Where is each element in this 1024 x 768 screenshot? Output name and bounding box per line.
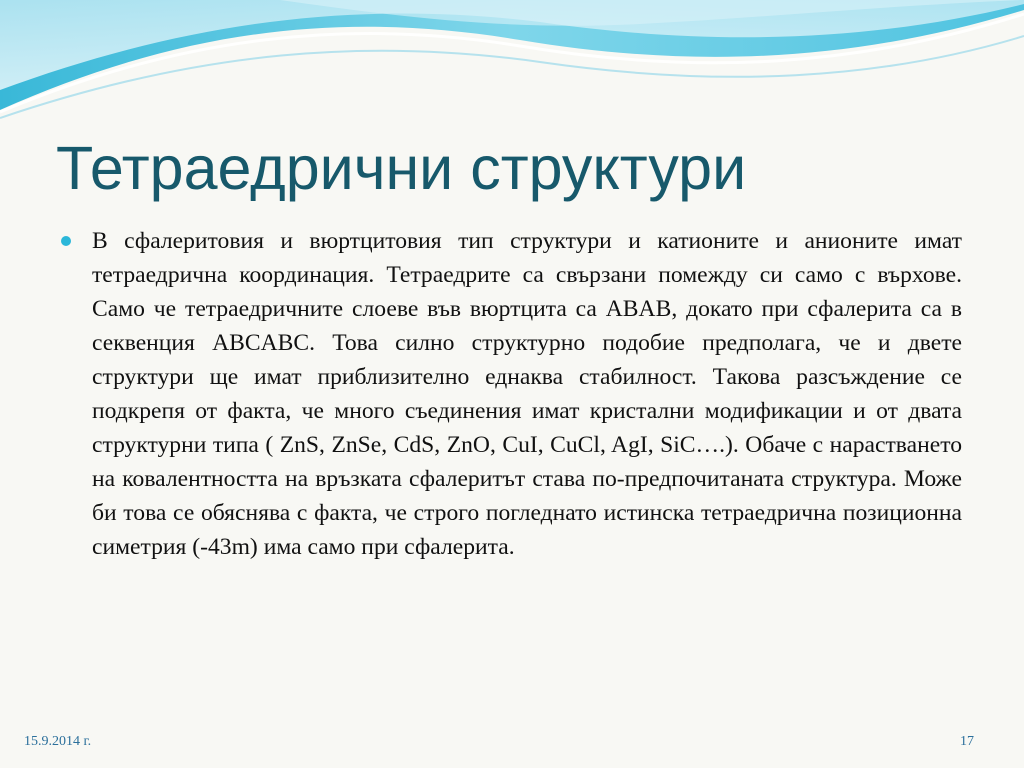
bullet-icon xyxy=(61,236,71,246)
bullet-text: В сфалеритовия и вюртцитовия тип структури и катионите и анионите имат тетраедрична координация. Тетраедрите са свързани помежду си само с върхове. Само че тетраедричните слоеве във вюртцита са ABAB, докато при сфалерита са в секвенция ABCABC. Това силно структурно подобие предполага, че и двете структури ще имат приблизително еднаква стабилност. Такова разсъждение се подкрепя от факта, че много съединения имат кристални модификации и от двата структурни типа ( ZnS, ZnSe, CdS, ZnO, CuI, CuCl, AgI, SiC….). Обаче с нарастването на ковалентността на връзката сфалеритът става по-предпочитаната структура. Може би това се обяснява с факта, че строго погледнато истинска тетраедрична позиционна симетрия (-43m) има само при сфалерита. xyxy=(92,228,962,560)
slide-body xyxy=(92,224,962,564)
decorative-wave-header xyxy=(0,0,1024,120)
footer-date: 15.9.2014 г. xyxy=(24,734,92,749)
footer-page-number: 17 xyxy=(960,734,974,749)
slide-title: Тетраедрични структури xyxy=(56,134,747,202)
